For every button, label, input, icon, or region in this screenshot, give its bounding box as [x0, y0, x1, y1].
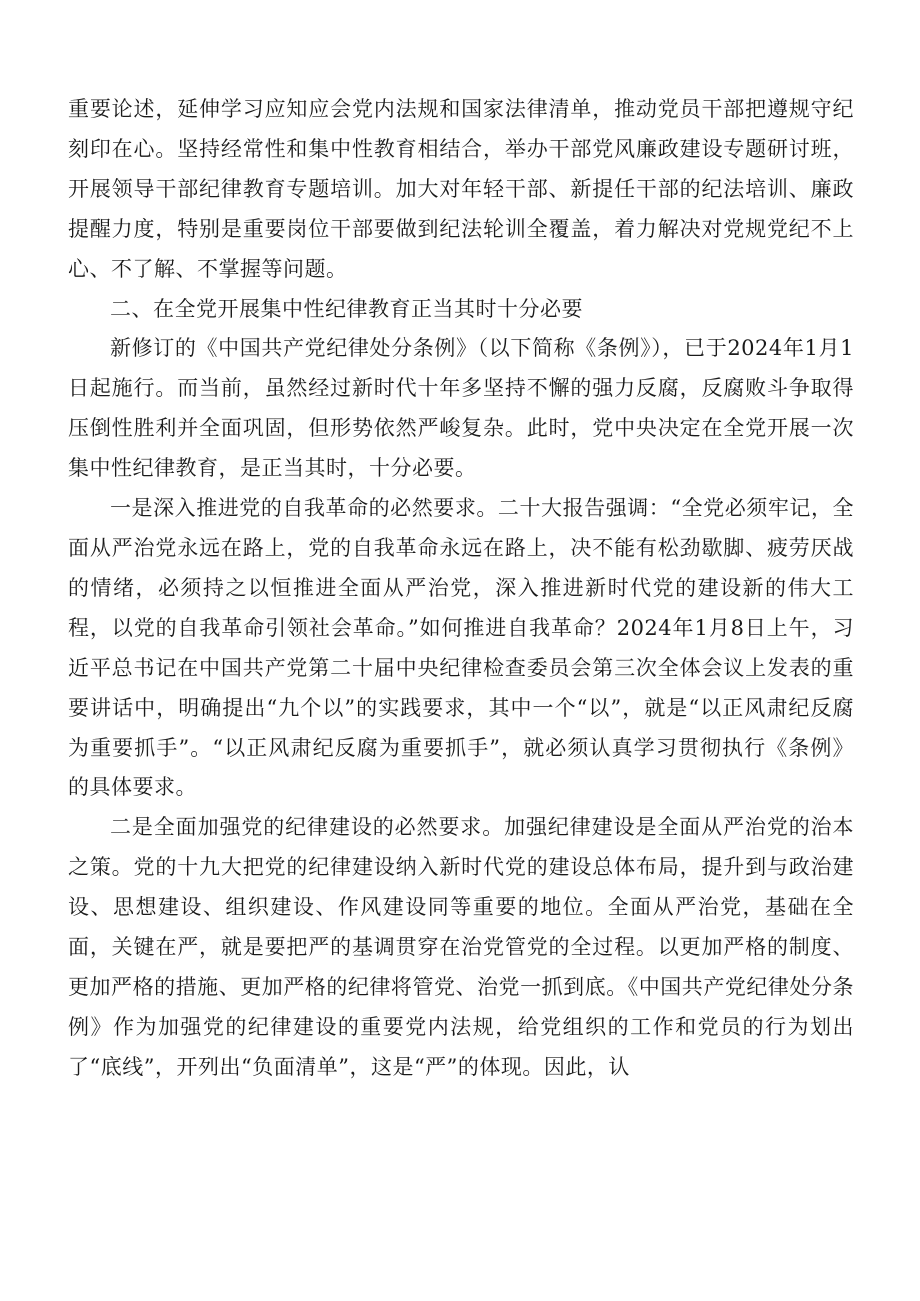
- paragraph-continuation: 重要论述，延伸学习应知应会党内法规和国家法律清单，推动党员干部把遵规守纪刻印在心。坚持经常性和集中性教育相结合，举办干部党风廉政建设专题研讨班，开展领导干部纪律教育专题培训。加大对年轻干部、新提任干部的纪法培训、廉政提醒力度，特别是重要岗位干部要做到纪法轮训全覆盖，着力解决对党规党纪不上心、不了解、不掌握等问题。: [68, 97, 854, 281]
- paragraph: 二是全面加强党的纪律建设的必然要求。加强纪律建设是全面从严治党的治本之策。党的十九大把党的纪律建设纳入新时代党的建设总体布局，提升到与政治建设、思想建设、组织建设、作风建设同等重要的地位。全面从严治党，基础在全面，关键在严，就是要把严的基调贯穿在治党管党的全过程。以更加严格的制度、更加严格的措施、更加严格的纪律将管党、治党一抓到底。《中国共产党纪律处分条例》作为加强党的纪律建设的重要党内法规，给党组织的工作和党员的行为划出了“底线”，开列出“负面清单”，这是“严”的体现。因此，认: [68, 815, 854, 1079]
- paragraph: 一是深入推进党的自我革命的必然要求。二十大报告强调：“全党必须牢记，全面从严治党永远在路上，党的自我革命永远在路上，决不能有松劲歇脚、疲劳厌战的情绪，必须持之以恒推进全面从严治党，深入推进新时代党的建设新的伟大工程，以党的自我革命引领社会革命。”如何推进自我革命？2024年1月8日上午，习近平总书记在中国共产党第二十届中央纪律检查委员会第三次全体会议上发表的重要讲话中，明确提出“九个以”的实践要求，其中一个“以”，就是“以正风肃纪反腐为重要抓手”。“以正风肃纪反腐为重要抓手”，就必须认真学习贯彻执行《条例》的具体要求。: [68, 496, 854, 800]
- document-body: [68, 90, 854, 1088]
- paragraph: 新修订的《中国共产党纪律处分条例》（以下简称《条例》），已于2024年1月1日起施行。而当前，虽然经过新时代十年多坚持不懈的强力反腐，反腐败斗争取得压倒性胜利并全面巩固，但形势依然严峻复杂。此时，党中央决定在全党开展一次集中性纪律教育，是正当其时，十分必要。: [68, 336, 854, 481]
- section-heading: 二、在全党开展集中性纪律教育正当其时十分必要: [110, 296, 583, 321]
